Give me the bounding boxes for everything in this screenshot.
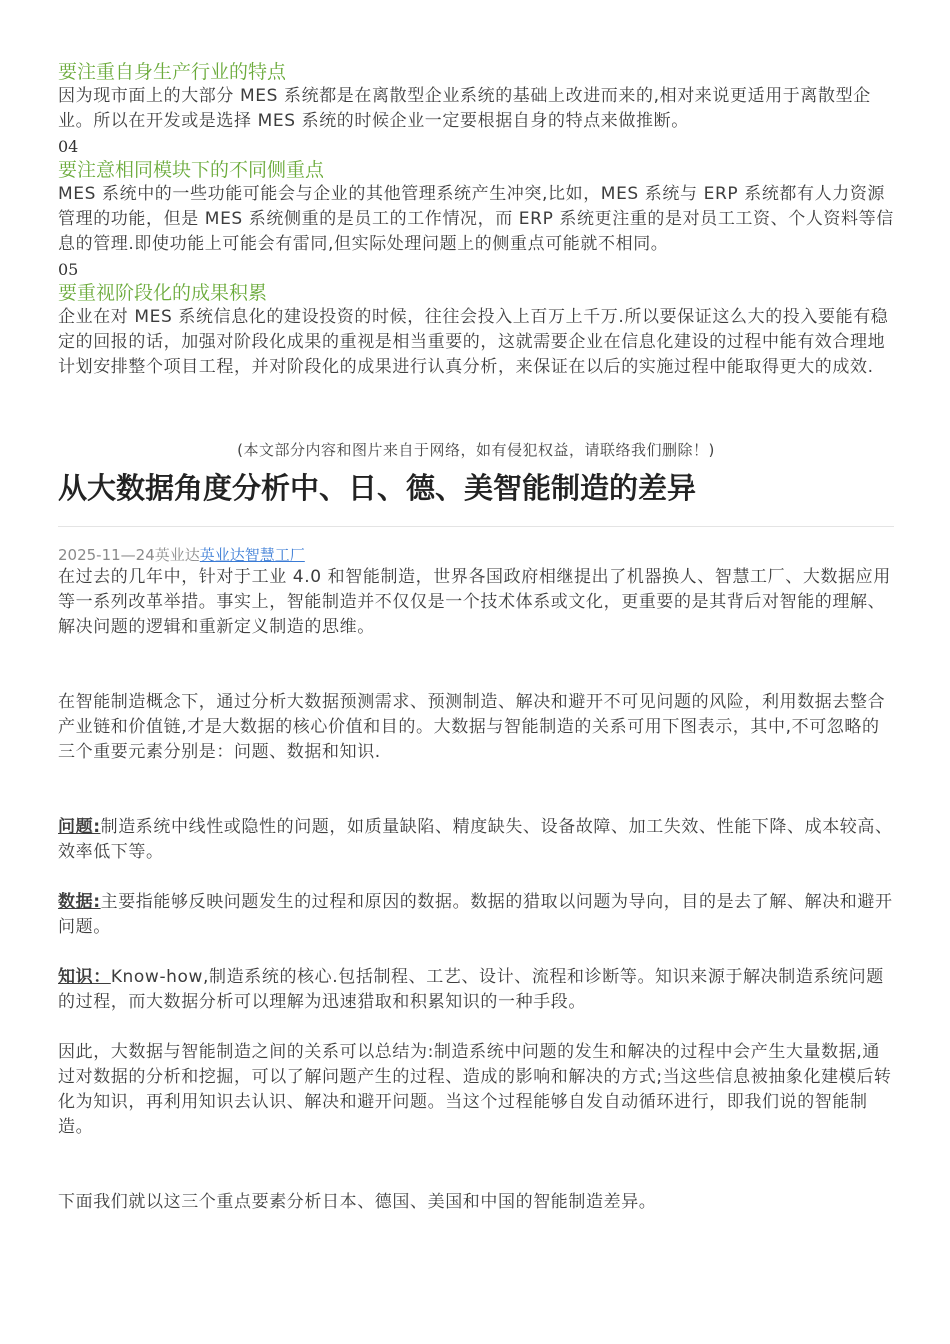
- document-page: [58, 60, 894, 1215]
- article-meta: [58, 545, 894, 565]
- section-heading: 要注意相同模块下的不同侧重点: [58, 159, 325, 181]
- section-number: 04: [58, 137, 79, 156]
- definition-knowledge: [58, 965, 894, 1015]
- source-link[interactable]: 英业达智慧工厂: [199, 546, 305, 564]
- paragraph: 因此，大数据与智能制造之间的关系可以总结为:制造系统中问题的发生和解决的过程中会产生大量数据,通过对数据的分析和挖掘，可以了解问题产生的过程、造成的影响和解决的方式;当这些信息被抽象化建模后转化为知识，再利用知识去认识、解决和避开问题。当这个过程能够自发自动循环进行，即我们说的智能制造。: [58, 1042, 892, 1137]
- problem-label: 问题:: [58, 817, 101, 837]
- section-heading: 要注重自身生产行业的特点: [58, 61, 287, 83]
- section-heading: 要重视阶段化的成果积累: [58, 282, 268, 304]
- problem-text: 制造系统中线性或隐性的问题，如质量缺陷、精度缺失、设备故障、加工失效、性能下降、成本较高、效率低下等。: [58, 817, 893, 862]
- knowledge-text: Know-how,制造系统的核心.包括制程、工艺、设计、流程和诊断等。知识来源于解决制造系统问题的过程，而大数据分析可以理解为迅速猎取和积累知识的一种手段。: [58, 967, 884, 1012]
- article-date: 2025-11—24: [58, 546, 155, 564]
- data-text: 主要指能够反映问题发生的过程和原因的数据。数据的猎取以问题为导向，目的是去了解、解决和避开问题。: [58, 892, 893, 937]
- knowledge-label: 知识：: [58, 967, 111, 987]
- paragraph: 在智能制造概念下，通过分析大数据预测需求、预测制造、解决和避开不可见问题的风险，利用数据去整合产业链和价值链,才是大数据的核心价值和目的。大数据与智能制造的关系可用下图表示，其中,不可忽略的三个重要元素分别是：问题、数据和知识.: [58, 692, 886, 762]
- section-body: 企业在对 MES 系统信息化的建设投资的时候，往往会投入上百万上千万.所以要保证这么大的投入要能有稳定的回报的话，加强对阶段化成果的重视是相当重要的，这就需要企业在信息化建设的过程中能有效合理地计划安排整个项目工程，并对阶段化的成果进行认真分析，来保证在以后的实施过程中能取得更大的成效.: [58, 307, 889, 377]
- section-body: 因为现市面上的大部分 MES 系统都是在离散型企业系统的基础上改进而来的,相对来说更适用于离散型企业。所以在开发或是选择 MES 系统的时候企业一定要根据自身的特点来做推断。: [58, 86, 871, 131]
- article-author: 英业达: [154, 546, 200, 564]
- paragraph: 下面我们就以这三个重点要素分析日本、德国、美国和中国的智能制造差异。: [58, 1192, 657, 1212]
- definition-data: [58, 890, 894, 940]
- definition-problem: [58, 815, 894, 865]
- paragraph: 在过去的几年中，针对于工业 4.0 和智能制造，世界各国政府相继提出了机器换人、智慧工厂、大数据应用等一系列改革举措。事实上，智能制造并不仅仅是一个技术体系或文化，更重要的是其背后对智能的理解、解决问题的逻辑和重新定义制造的思维。: [58, 567, 891, 637]
- disclaimer-note: (本文部分内容和图片来自于网络，如有侵犯权益，请联络我们删除！): [237, 441, 715, 459]
- data-label: 数据:: [58, 892, 101, 912]
- section-number: 05: [58, 260, 79, 279]
- article-title: 从大数据角度分析中、日、德、美智能制造的差异: [58, 471, 697, 505]
- section-body: MES 系统中的一些功能可能会与企业的其他管理系统产生冲突,比如，MES 系统与 ERP 系统都有人力资源管理的功能，但是 MES 系统侧重的是员工的工作情况，而 ERP 系统更注重的是对员工工资、个人资料等信息的管理.即使功能上可能会有雷同,但实际处理问题上的侧重点可能就不相同。: [58, 184, 894, 254]
